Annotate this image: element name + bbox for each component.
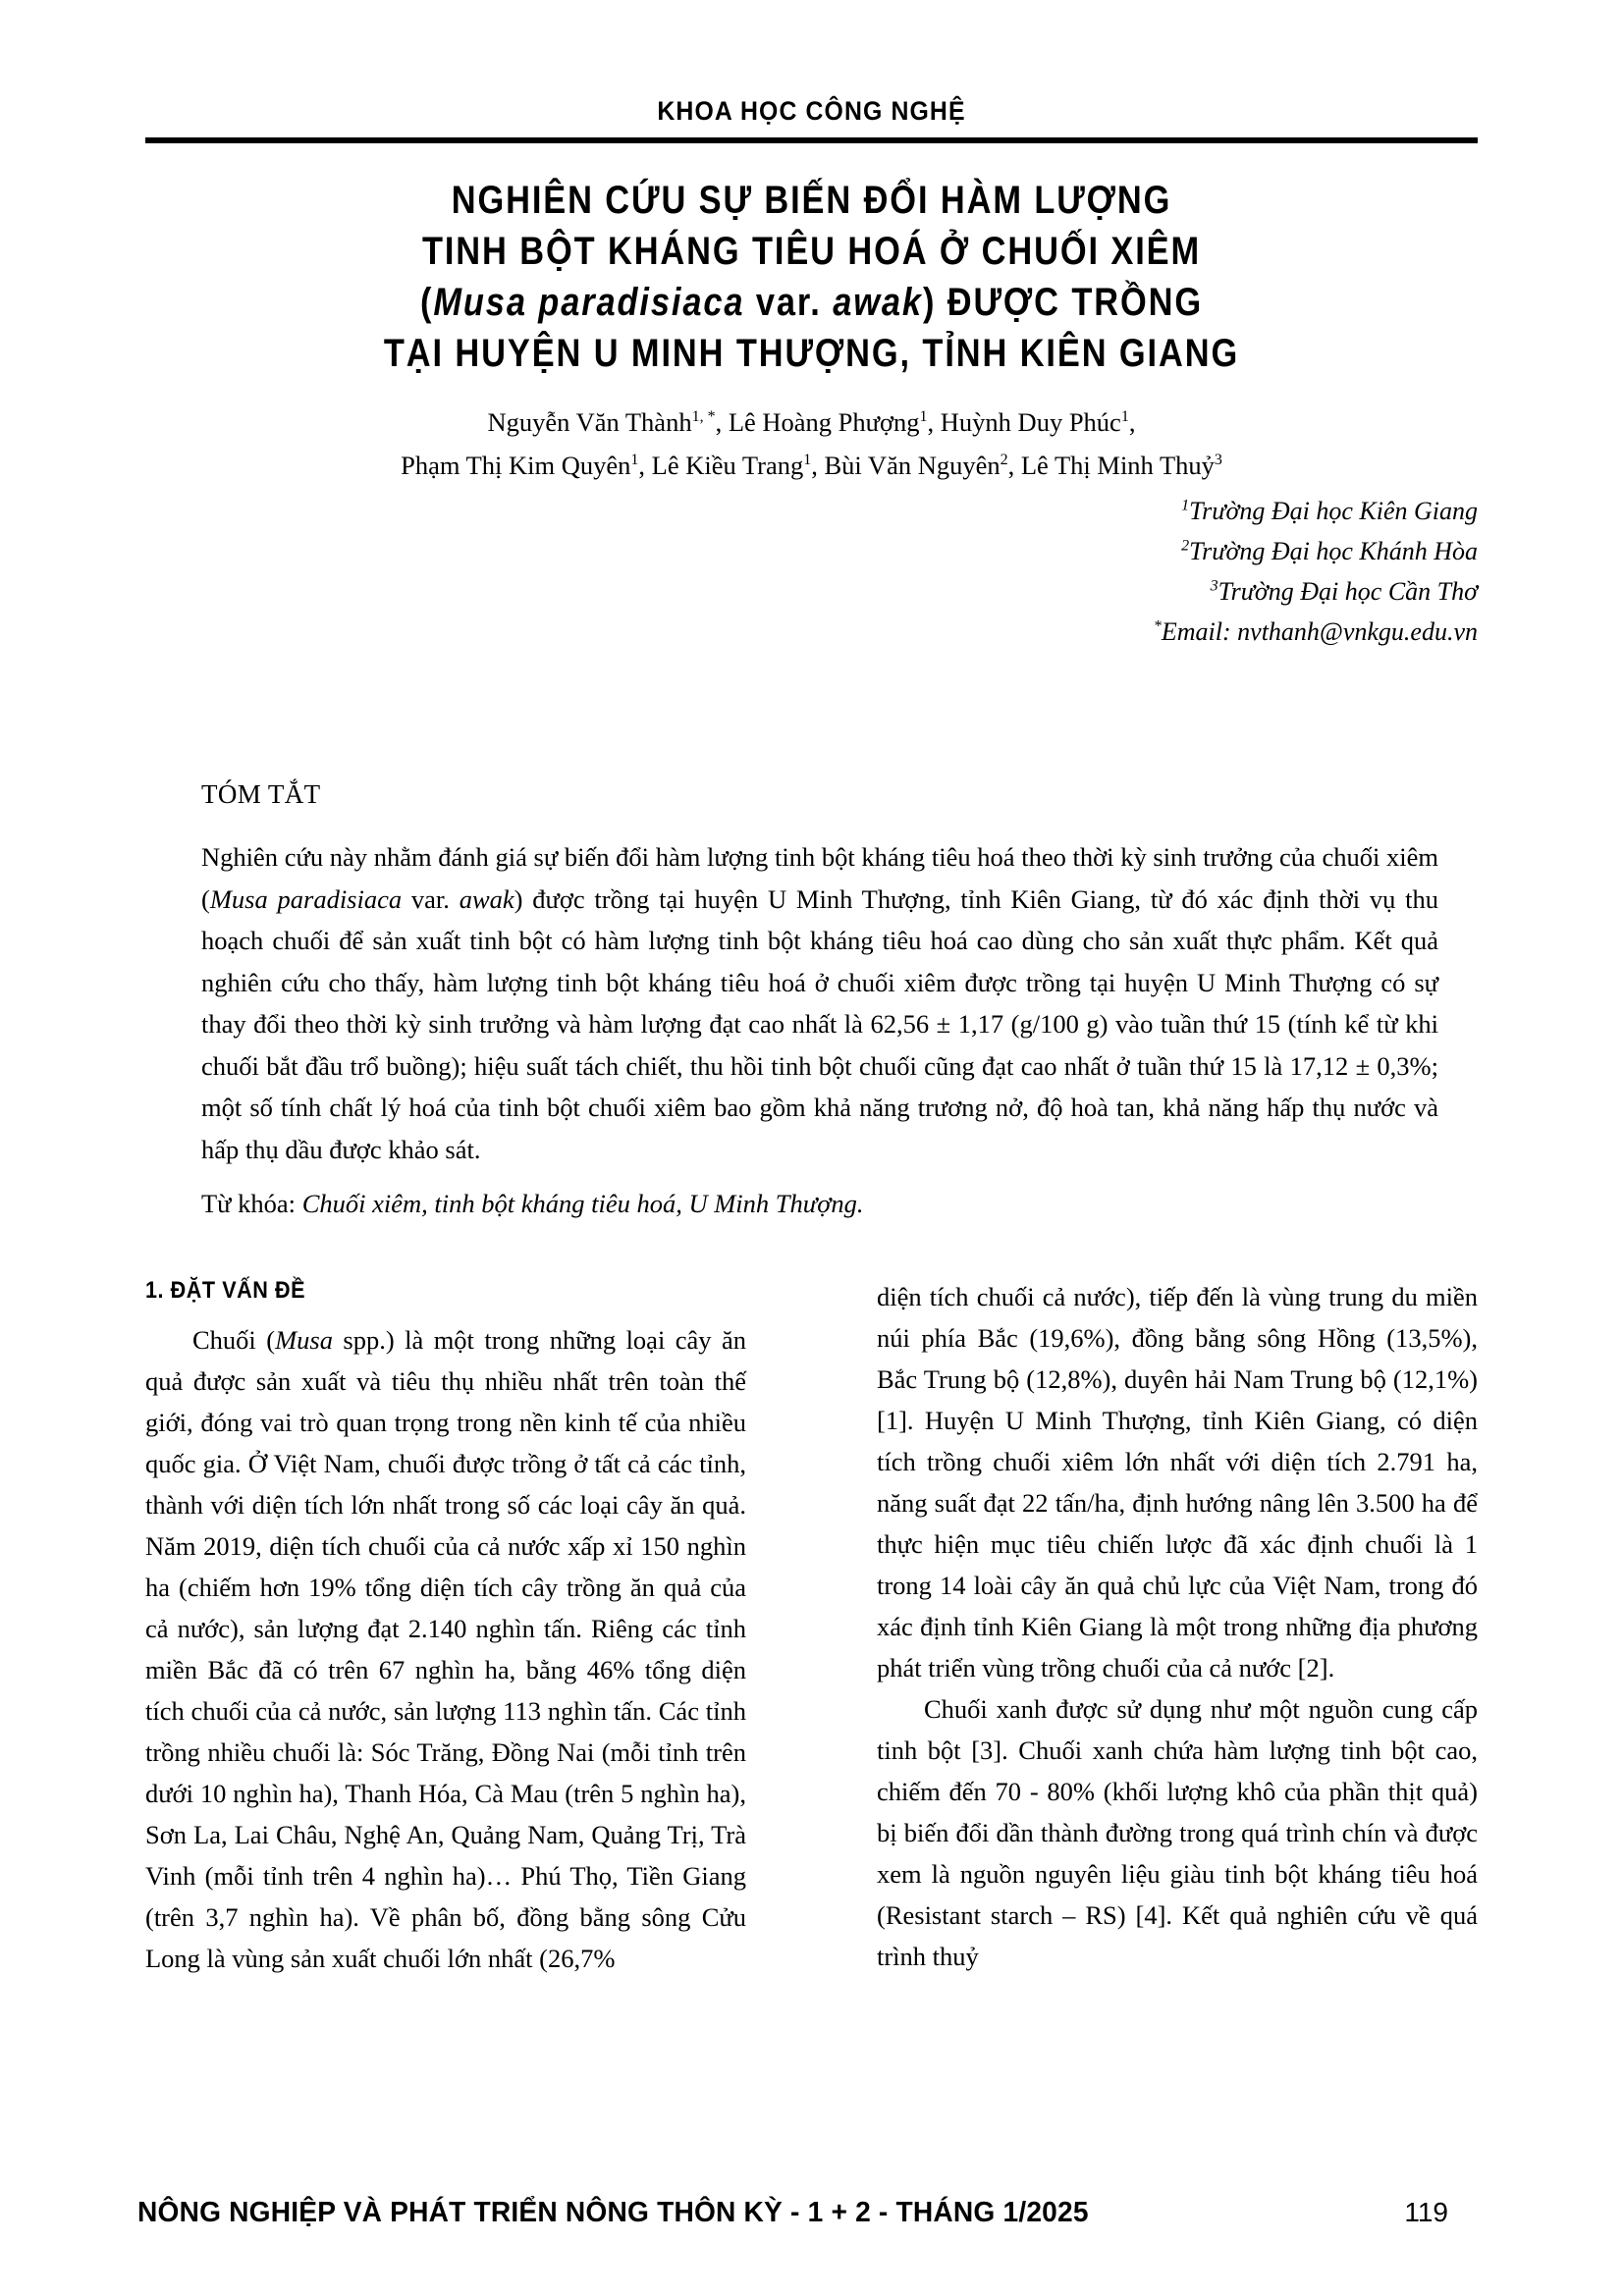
affiliation-text-1: Trường Đại học Kiên Giang — [1189, 497, 1478, 525]
author-sup-1: 1, * — [691, 408, 716, 426]
abstract-species-variety: awak — [459, 883, 514, 914]
abstract-part-1: Nghiên cứu này nhằm đánh giá sự biến đổi hàm lượng tinh bột kháng tiêu hoá theo thời kỳ sinh trưởng của chuối xiêm ( — [201, 842, 1438, 914]
header-rule — [145, 137, 1478, 143]
title-paren-open: ( — [419, 281, 434, 324]
title-species-genus: Musa paradisiaca — [433, 281, 745, 324]
author-sup-6: 2 — [1000, 452, 1008, 469]
body-columns — [145, 1276, 1478, 2091]
title-species-variety: awak — [833, 281, 923, 324]
affiliation-sup-3: 3 — [1210, 577, 1218, 595]
column-left — [145, 1276, 746, 1979]
abstract-part-3: ) được trồng tại huyện U Minh Thượng, tỉnh Kiên Giang, từ đó xác định thời vụ thu hoạch chuối để sản xuất tinh bột có hàm lượng tinh bột kháng tiêu hoá cao dùng cho sản xuất thực phẩm. Kết quả nghiên cứu cho thấy, hàm lượng tinh bột kháng tiêu hoá ở chuối xiêm được trồng tại huyện U Minh Thượng có sự thay đổi theo thời kỳ sinh trưởng và hàm lượng đạt cao nhất là 62,56 ± 1,17 (g/100 g) vào tuần thứ 15 (tính kể từ khi chuối bắt đầu trổ buồng); hiệu suất tách chiết, thu hồi tinh bột chuối cũng đạt cao nhất ở tuần thứ 15 là 17,12 ± 0,3%; một số tính chất lý hoá của tinh bột chuối xiêm bao gồm khả năng trương nở, độ hoà tan, khả năng hấp thụ nước và hấp thụ dầu được khảo sát. — [201, 883, 1439, 1164]
paragraph-left-1 — [145, 1319, 746, 1979]
author-sup-4: 1 — [630, 452, 639, 469]
title-line-2: TINH BỘT KHÁNG TIÊU HOÁ Ở CHUỐI XIÊM — [421, 230, 1202, 273]
author-sup-2: 1 — [919, 408, 928, 426]
affiliation-sup-1: 1 — [1181, 497, 1190, 514]
abstract-species-genus: Musa paradisiaca — [209, 883, 403, 914]
para-left-1-a: Chuối ( — [192, 1325, 276, 1355]
author-name-4: Phạm Thị Kim Quyên — [401, 451, 631, 480]
title-line-4: TẠI HUYỆN U MINH THƯỢNG, TỈNH KIÊN GIANG — [383, 332, 1240, 375]
author-name-1: Nguyễn Văn Thành — [487, 407, 692, 437]
keywords-value: Chuối xiêm, tinh bột kháng tiêu hoá, U Minh Thượng. — [301, 1189, 864, 1218]
author-name-7: Lê Thị Minh Thuỷ — [1020, 451, 1215, 480]
page-footer — [137, 2197, 1492, 2229]
footer-journal-line: NÔNG NGHIỆP VÀ PHÁT TRIỂN NÔNG THÔN KỲ - 1 + 2 - THÁNG 1/2025 — [137, 2197, 1089, 2228]
column-right — [877, 1276, 1478, 1977]
para-left-1-b: spp.) là một trong những loại cây ăn quả được sản xuất và tiêu thụ nhiều nhất trên toàn thế giới, đóng vai trò quan trọng trong nền kinh tế của nhiều quốc gia. Ở Việt Nam, chuối được trồng ở tất cả các tỉnh, thành với diện tích lớn nhất trong số các loại cây ăn quả. Năm 2019, diện tích chuối của cả nước xấp xỉ 150 nghìn ha (chiếm hơn 19% tổng diện tích cây trồng ăn quả của cả nước), sản lượng đạt 2.140 nghìn tấn. Riêng các tỉnh miền Bắc đã có trên 67 nghìn ha, bằng 46% tổng diện tích chuối của cả nước, sản lượng 113 nghìn tấn. Các tỉnh trồng nhiều chuối là: Sóc Trăng, Đồng Nai (mỗi tỉnh trên dưới 10 nghìn ha), Thanh Hóa, Cà Mau (trên 5 nghìn ha), Sơn La, Lai Châu, Nghệ An, Quảng Nam, Quảng Trị, Trà Vinh (mỗi tỉnh trên 4 nghìn ha)… Phú Thọ, Tiền Giang (trên 3,7 nghìn ha). Về phân bố, đồng bằng sông Cửu Long là vùng sản xuất chuối lớn nhất (26,7% — [145, 1325, 746, 1973]
title-line-3-tail: ) ĐƯỢC TRỒNG — [922, 281, 1204, 324]
email-text: Email: nvthanh@vnkgu.edu.vn — [1161, 617, 1478, 646]
affiliation-2 — [145, 531, 1478, 571]
author-sup-5: 1 — [803, 452, 812, 469]
affiliation-3 — [145, 571, 1478, 612]
title-line-3 — [239, 277, 1384, 328]
paragraph-right-2: Chuối xanh được sử dụng như một nguồn cung cấp tinh bột [3]. Chuối xanh chứa hàm lượng tinh bột cao, chiếm đến 70 - 80% (khối lượng khô của phần thịt quả) bị biến đổi dần thành đường trong quá trình chín và được xem là nguồn nguyên liệu giàu tinh bột kháng tiêu hoá (Resistant starch – RS) [4]. Kết quả nghiên cứu về quá trình thuỷ — [877, 1694, 1478, 1971]
abstract-body — [201, 836, 1438, 1170]
author-name-6: Bùi Văn Nguyên — [824, 451, 1001, 480]
author-name-5: Lê Kiều Trang — [651, 451, 804, 480]
abstract-var-label: var. — [402, 883, 460, 914]
affiliation-text-3: Trường Đại học Cần Thơ — [1217, 577, 1478, 606]
affiliation-sup-2: 2 — [1181, 537, 1190, 555]
running-head: KHOA HỌC CÔNG NGHỆ — [657, 96, 966, 126]
author-sup-7: 3 — [1214, 452, 1222, 469]
footer-page-number: 119 — [1404, 2197, 1448, 2227]
affiliation-list — [145, 491, 1478, 652]
email-sup: * — [1153, 617, 1162, 635]
author-name-3: Huỳnh Duy Phúc — [940, 407, 1121, 437]
keywords-label: Từ khóa: — [201, 1189, 297, 1218]
author-line-1: Nguyễn Văn Thành$^{1, *}$, Lê Hoàng Phượng$^1$, Huỳnh Duy Phúc$^1$, — [487, 407, 1136, 437]
title-var-label: var. — [744, 281, 834, 324]
affiliation-text-2: Trường Đại học Khánh Hòa — [1189, 537, 1478, 565]
author-list — [145, 400, 1478, 487]
author-line-2: Phạm Thị Kim Quyên$^1$, Lê Kiều Trang$^1$, Bùi Văn Nguyên$^2$, Lê Thị Minh Thuỷ$^3$ — [401, 451, 1222, 480]
section-heading-1: 1. ĐẶT VẤN ĐỀ — [145, 1277, 306, 1304]
affiliation-1 — [145, 491, 1478, 531]
para-left-1-genus: Musa — [275, 1325, 333, 1355]
author-name-2: Lê Hoàng Phượng — [728, 407, 920, 437]
abstract-heading: TÓM TẮT — [201, 779, 321, 809]
paragraph-right-1: diện tích chuối cả nước), tiếp đến là vùng trung du miền núi phía Bắc (19,6%), đồng bằng sông Hồng (13,5%), Bắc Trung bộ (12,8%), duyên hải Nam Trung bộ (12,1%) [1]. Huyện U Minh Thượng, tỉnh Kiên Giang, có diện tích trồng chuối xiêm lớn nhất với diện tích 2.791 ha, năng suất đạt 22 tấn/ha, định hướng nâng lên 3.500 ha để thực hiện mục tiêu chiến lược đã xác định chuối là 1 trong 14 loài cây ăn quả chủ lực của Việt Nam, trong đó xác định tỉnh Kiên Giang là một trong những địa phương phát triển vùng trồng chuối của cả nước [2]. — [877, 1282, 1478, 1682]
title-line-1: NGHIÊN CỨU SỰ BIẾN ĐỔI HÀM LƯỢNG — [451, 179, 1172, 222]
corresponding-email — [145, 612, 1478, 652]
keywords — [201, 1183, 1438, 1225]
article-title — [145, 175, 1478, 379]
author-sup-3: 1 — [1120, 408, 1129, 426]
